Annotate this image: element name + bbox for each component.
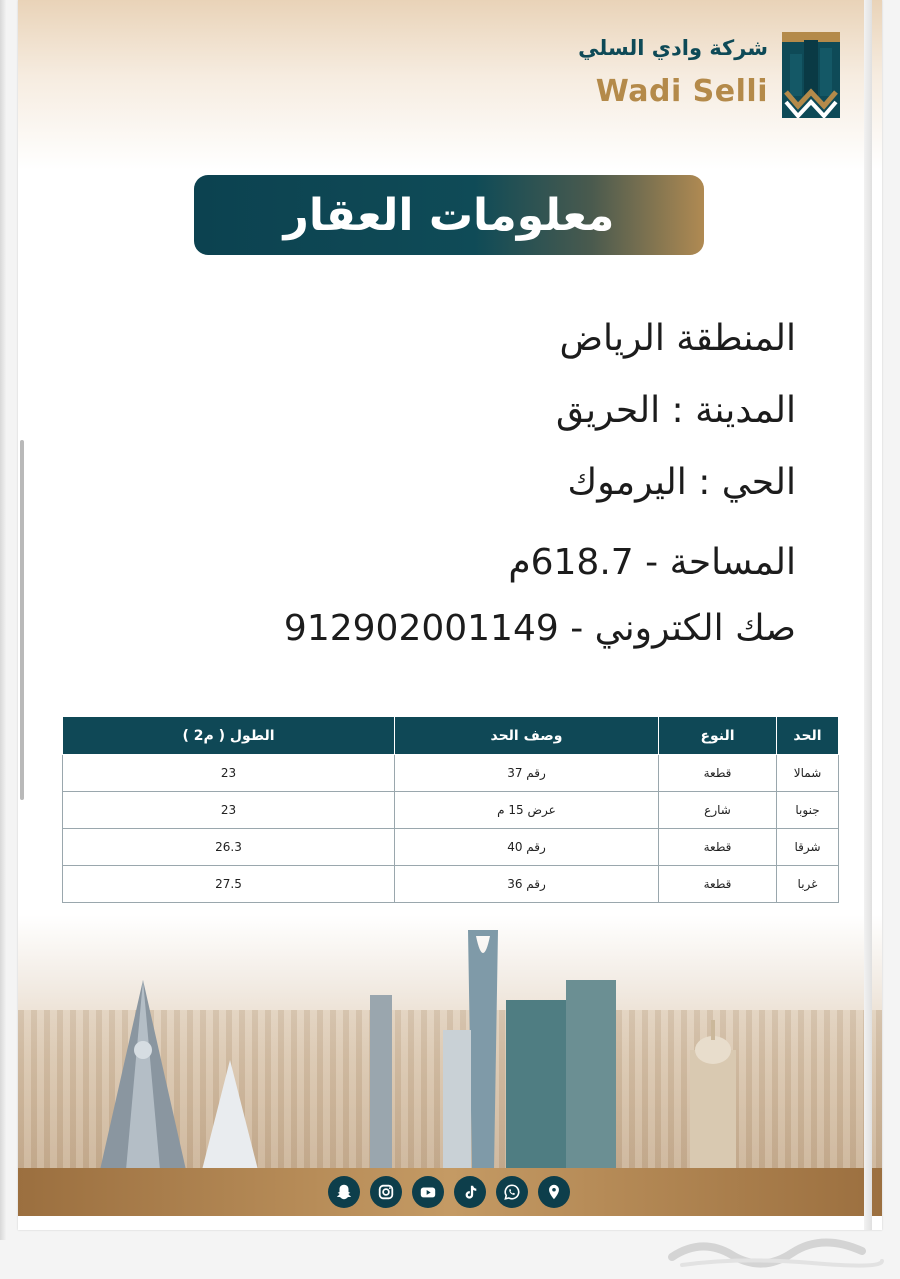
cell-type: قطعة	[659, 755, 777, 792]
building-icon	[370, 995, 392, 1170]
page-shadow-left	[0, 0, 6, 1240]
watermark-logo-icon	[662, 1227, 892, 1271]
table-row	[63, 866, 839, 903]
riyadh-skyline-image	[18, 915, 882, 1170]
cell-bound: شمالا	[777, 755, 839, 792]
cell-type: قطعة	[659, 866, 777, 903]
company-logo	[578, 30, 840, 122]
cell-description: رقم 40	[395, 829, 659, 866]
banner-title: معلومات العقار	[283, 189, 615, 241]
cell-bound: غربا	[777, 866, 839, 903]
tower-icon	[200, 1060, 260, 1170]
table-row	[63, 792, 839, 829]
info-area: المساحة - 618.7م	[508, 542, 796, 583]
building-icon	[443, 1030, 471, 1170]
property-flyer	[18, 0, 882, 1230]
location-icon[interactable]	[538, 1176, 570, 1208]
cell-type: شارع	[659, 792, 777, 829]
info-deed: صك الكتروني - 912902001149	[283, 608, 796, 649]
header-description: وصف الحد	[395, 717, 659, 755]
cell-bound: شرقا	[777, 829, 839, 866]
cell-length: 23	[63, 792, 395, 829]
table-header-row	[63, 717, 839, 755]
cell-description: رقم 36	[395, 866, 659, 903]
social-links	[328, 1176, 570, 1208]
table-row	[63, 829, 839, 866]
info-district: الحي : اليرموك	[567, 462, 796, 503]
boundaries-table	[62, 716, 839, 903]
logo-mark-icon	[782, 32, 840, 118]
cell-description: عرض 15 م	[395, 792, 659, 829]
info-region: المنطقة الرياض	[559, 318, 796, 359]
header-length: الطول ( م2 )	[63, 717, 395, 755]
whatsapp-icon[interactable]	[496, 1176, 528, 1208]
faisaliah-tower-icon	[98, 980, 188, 1170]
header-type: النوع	[659, 717, 777, 755]
tiktok-icon[interactable]	[454, 1176, 486, 1208]
title-banner	[194, 175, 704, 255]
logo-english-name: Wadi Selli	[595, 74, 768, 109]
scrollbar-thumb[interactable]	[20, 440, 24, 800]
youtube-icon[interactable]	[412, 1176, 444, 1208]
table-row	[63, 755, 839, 792]
footer-bar	[18, 1168, 882, 1216]
cell-description: رقم 37	[395, 755, 659, 792]
page-shadow-right	[864, 0, 872, 1230]
glass-tower-icon	[506, 980, 616, 1170]
domed-tower-icon	[678, 1020, 748, 1170]
cell-length: 27.5	[63, 866, 395, 903]
cell-bound: جنوبا	[777, 792, 839, 829]
cell-length: 26.3	[63, 829, 395, 866]
kingdom-tower-icon	[468, 930, 498, 1170]
instagram-icon[interactable]	[370, 1176, 402, 1208]
info-city: المدينة : الحريق	[556, 390, 796, 431]
cell-type: قطعة	[659, 829, 777, 866]
cell-length: 23	[63, 755, 395, 792]
snapchat-icon[interactable]	[328, 1176, 360, 1208]
logo-arabic-name: شركة وادي السلي	[578, 36, 768, 60]
header-bound: الحد	[777, 717, 839, 755]
